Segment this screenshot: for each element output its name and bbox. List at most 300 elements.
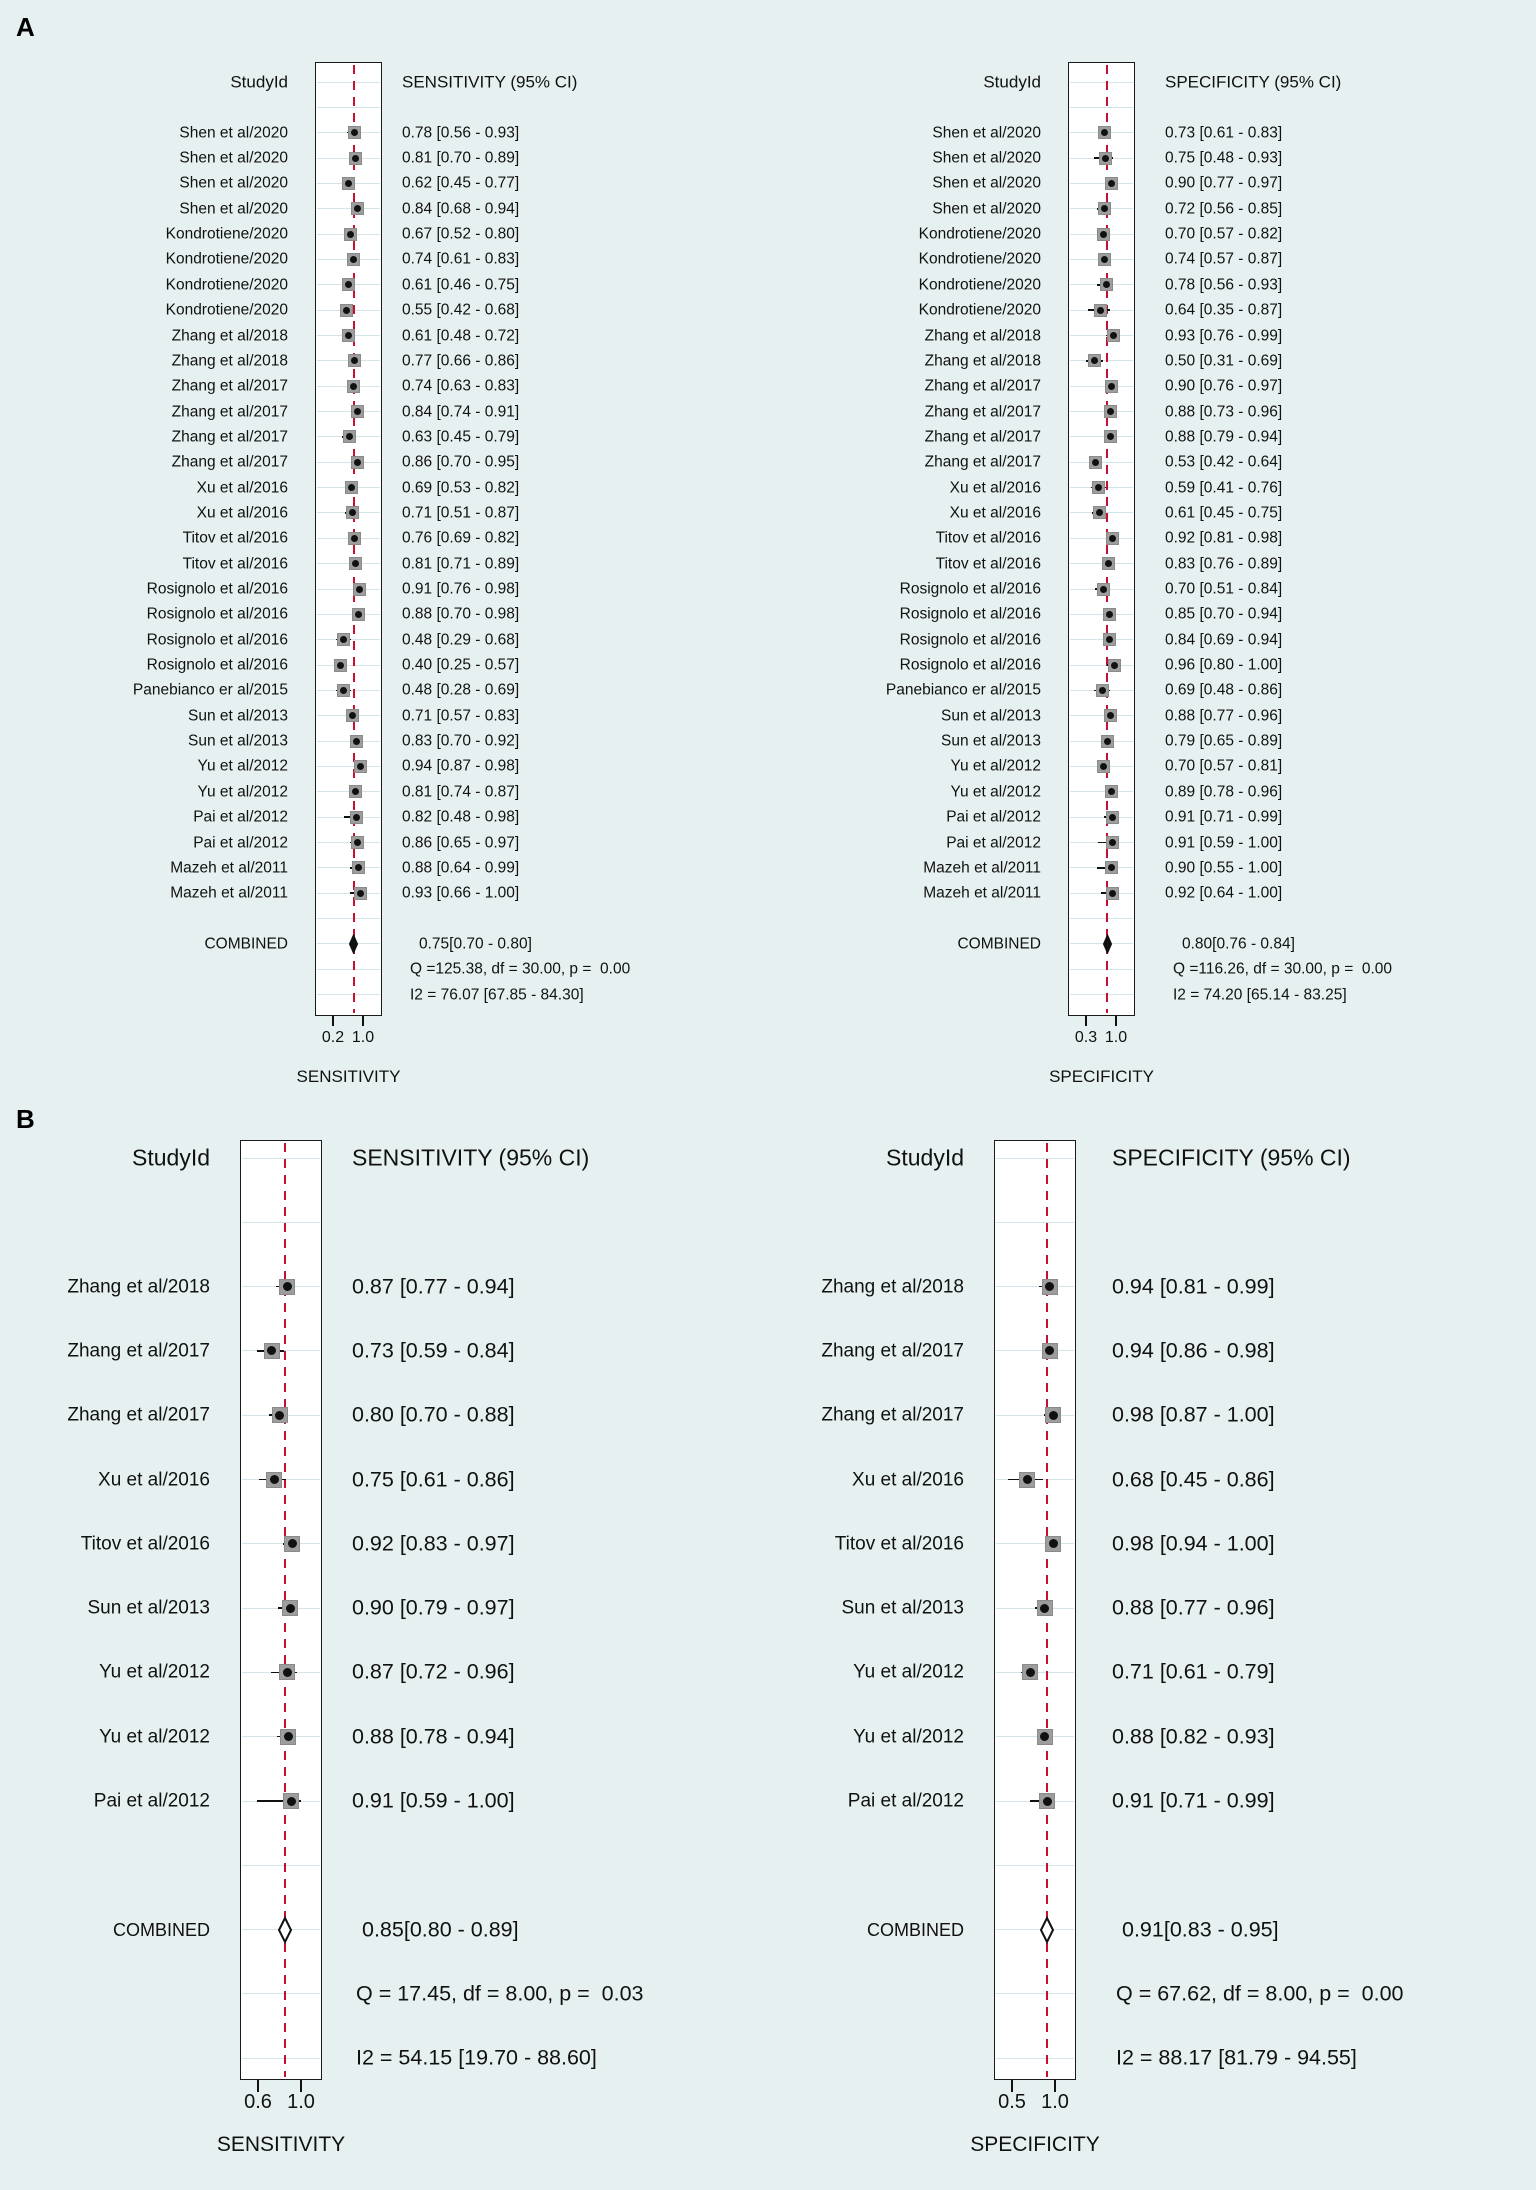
row-gridline (996, 1543, 1074, 1544)
axis-tick-label: 1.0 (1104, 1029, 1128, 1046)
combined-diamond (348, 934, 359, 954)
row-gridline (317, 411, 380, 412)
study-value: 0.88 [0.70 - 0.98] (402, 605, 520, 623)
study-value: 0.92 [0.81 - 0.98] (1165, 529, 1283, 547)
estimate-dot (354, 408, 361, 415)
column-header-studyid: StudyId (983, 72, 1041, 92)
study-label: Sun et al/2013 (841, 1597, 964, 1619)
study-value: 0.90 [0.77 - 0.97] (1165, 174, 1283, 192)
study-label: Titov et al/2016 (834, 1533, 964, 1555)
study-value: 0.75 [0.48 - 0.93] (1165, 149, 1283, 167)
row-gridline (242, 2058, 320, 2059)
estimate-dot (1095, 484, 1102, 491)
row-gridline (1070, 791, 1133, 792)
estimate-dot (1026, 1668, 1035, 1677)
estimate-dot (283, 1668, 292, 1677)
estimate-dot (340, 687, 347, 694)
study-value: 0.80 [0.70 - 0.88] (352, 1402, 515, 1427)
row-gridline (317, 665, 380, 666)
estimate-dot (1108, 383, 1115, 390)
study-label: Yu et al/2012 (197, 757, 288, 775)
column-header-title: SENSITIVITY (95% CI) (352, 1144, 590, 1171)
study-value: 0.98 [0.94 - 1.00] (1112, 1531, 1275, 1556)
study-value: 0.70 [0.57 - 0.82] (1165, 225, 1283, 243)
study-label: Kondrotiene/2020 (918, 301, 1041, 319)
study-label: Kondrotiene/2020 (165, 301, 288, 319)
stat-line: I2 = 74.20 [65.14 - 83.25] (1173, 985, 1347, 1003)
row-gridline (1070, 335, 1133, 336)
column-header-studyid: StudyId (132, 1144, 210, 1171)
combined-diamond (1102, 934, 1113, 954)
study-value: 0.63 [0.45 - 0.79] (402, 428, 520, 446)
estimate-dot (353, 738, 360, 745)
study-value: 0.90 [0.76 - 0.97] (1165, 377, 1283, 395)
study-value: 0.83 [0.70 - 0.92] (402, 732, 520, 750)
study-label: Mazeh et al/2011 (923, 884, 1041, 902)
study-label: Zhang et al/2017 (924, 428, 1041, 446)
study-value: 0.94 [0.87 - 0.98] (402, 757, 520, 775)
axis-label: SPECIFICITY (1049, 1067, 1154, 1086)
row-gridline (996, 2058, 1074, 2059)
row-gridline (996, 1286, 1074, 1287)
study-label: Zhang et al/2017 (821, 1340, 964, 1362)
study-value: 0.73 [0.61 - 0.83] (1165, 123, 1283, 141)
estimate-dot (283, 1282, 292, 1291)
axis-tick (332, 1016, 334, 1026)
study-label: Yu et al/2012 (99, 1726, 210, 1748)
estimate-dot (350, 383, 357, 390)
estimate-dot (1023, 1475, 1032, 1484)
axis-tick-label: 0.2 (321, 1029, 345, 1046)
study-value: 0.84 [0.68 - 0.94] (402, 200, 520, 217)
study-value: 0.40 [0.25 - 0.57] (402, 656, 520, 674)
estimate-dot (347, 231, 354, 238)
study-value: 0.61 [0.45 - 0.75] (1165, 504, 1283, 522)
study-value: 0.90 [0.79 - 0.97] (352, 1595, 515, 1620)
study-value: 0.86 [0.65 - 0.97] (402, 833, 520, 851)
estimate-dot (1111, 662, 1118, 669)
row-gridline (1070, 436, 1133, 437)
column-header-studyid: StudyId (886, 1144, 964, 1171)
row-gridline (242, 1158, 320, 1159)
row-gridline (242, 1993, 320, 1994)
study-value: 0.71 [0.51 - 0.87] (402, 504, 520, 522)
row-gridline (996, 1993, 1074, 1994)
estimate-dot (1049, 1411, 1058, 1420)
stat-line: Q = 17.45, df = 8.00, p = 0.03 (356, 1981, 644, 2006)
study-value: 0.86 [0.70 - 0.95] (402, 453, 520, 471)
row-gridline (317, 867, 380, 868)
stat-line: I2 = 88.17 [81.79 - 94.55] (1116, 2045, 1357, 2070)
row-gridline (996, 1736, 1074, 1737)
row-gridline (317, 614, 380, 615)
row-gridline (242, 1543, 320, 1544)
estimate-dot (354, 205, 361, 212)
estimate-dot (337, 662, 344, 669)
study-label: Panebianco er al/2015 (885, 681, 1041, 699)
row-gridline (1070, 817, 1133, 818)
study-value: 0.91 [0.71 - 0.99] (1112, 1788, 1275, 1813)
study-label: Yu et al/2012 (853, 1726, 964, 1748)
study-value: 0.53 [0.42 - 0.64] (1165, 453, 1283, 471)
study-label: Shen et al/2020 (179, 123, 288, 141)
row-gridline (1070, 386, 1133, 387)
study-label: Rosignolo et al/2016 (899, 580, 1041, 598)
study-value: 0.89 [0.78 - 0.96] (1165, 783, 1283, 801)
combined-label: COMBINED (957, 935, 1041, 953)
study-value: 0.84 [0.69 - 0.94] (1165, 630, 1283, 648)
study-value: 0.92 [0.64 - 1.00] (1165, 884, 1283, 902)
study-label: Zhang et al/2018 (171, 352, 288, 370)
estimate-dot (1100, 586, 1107, 593)
estimate-dot (343, 307, 350, 314)
row-gridline (242, 1222, 320, 1223)
row-gridline (1070, 107, 1133, 108)
study-value: 0.78 [0.56 - 0.93] (402, 123, 520, 141)
study-label: Shen et al/2020 (932, 174, 1041, 192)
axis-tick (362, 1016, 364, 1026)
combined-diamond (277, 1916, 293, 1944)
study-label: Sun et al/2013 (188, 732, 288, 750)
estimate-dot (1109, 535, 1116, 542)
study-label: Yu et al/2012 (197, 783, 288, 801)
combined-value: 0.85[0.80 - 0.89] (362, 1916, 519, 1941)
study-value: 0.88 [0.73 - 0.96] (1165, 402, 1283, 420)
study-value: 0.93 [0.76 - 0.99] (1165, 326, 1283, 344)
study-label: Shen et al/2020 (179, 174, 288, 192)
study-value: 0.70 [0.57 - 0.81] (1165, 757, 1283, 775)
combined-value: 0.80[0.76 - 0.84] (1182, 935, 1295, 953)
row-gridline (1070, 994, 1133, 995)
study-value: 0.81 [0.71 - 0.89] (402, 554, 520, 572)
row-gridline (1070, 614, 1133, 615)
study-value: 0.76 [0.69 - 0.82] (402, 529, 520, 547)
estimate-dot (350, 256, 357, 263)
estimate-dot (270, 1475, 279, 1484)
study-value: 0.77 [0.66 - 0.86] (402, 352, 520, 370)
study-label: Zhang et al/2017 (924, 453, 1041, 471)
study-label: Shen et al/2020 (932, 123, 1041, 141)
study-label: Yu et al/2012 (950, 783, 1041, 801)
study-value: 0.48 [0.29 - 0.68] (402, 630, 520, 648)
row-gridline (996, 1158, 1074, 1159)
estimate-dot (287, 1797, 296, 1806)
study-label: Pai et al/2012 (193, 833, 288, 851)
study-label: Zhang et al/2017 (171, 428, 288, 446)
study-value: 0.72 [0.56 - 0.85] (1165, 200, 1283, 217)
estimate-dot (275, 1411, 284, 1420)
study-label: Rosignolo et al/2016 (146, 580, 288, 598)
row-gridline (996, 1929, 1074, 1930)
study-label: Rosignolo et al/2016 (146, 656, 288, 674)
study-value: 0.88 [0.82 - 0.93] (1112, 1723, 1275, 1748)
estimate-dot (356, 586, 363, 593)
estimate-dot (1106, 611, 1113, 618)
estimate-dot (1040, 1604, 1049, 1613)
axis-tick-label: 0.3 (1074, 1029, 1098, 1046)
study-value: 0.59 [0.41 - 0.76] (1165, 478, 1283, 496)
study-label: Kondrotiene/2020 (165, 225, 288, 243)
study-label: Titov et al/2016 (935, 529, 1041, 547)
study-label: Zhang et al/2017 (924, 377, 1041, 395)
study-label: Shen et al/2020 (179, 200, 288, 217)
column-header-title: SPECIFICITY (95% CI) (1112, 1144, 1351, 1171)
study-value: 0.74 [0.61 - 0.83] (402, 250, 520, 268)
study-value: 0.61 [0.46 - 0.75] (402, 276, 520, 294)
study-label: Zhang et al/2017 (171, 453, 288, 471)
row-gridline (317, 462, 380, 463)
study-label: Yu et al/2012 (99, 1661, 210, 1683)
study-label: Yu et al/2012 (950, 757, 1041, 775)
study-label: Shen et al/2020 (179, 149, 288, 167)
row-gridline (1070, 82, 1133, 83)
study-value: 0.84 [0.74 - 0.91] (402, 402, 520, 420)
study-label: Rosignolo et al/2016 (146, 605, 288, 623)
study-value: 0.98 [0.87 - 1.00] (1112, 1402, 1275, 1427)
study-label: Sun et al/2013 (87, 1597, 210, 1619)
study-label: Pai et al/2012 (847, 1790, 964, 1812)
column-header-studyid: StudyId (230, 72, 288, 92)
study-label: Xu et al/2016 (196, 478, 288, 496)
study-value: 0.71 [0.61 - 0.79] (1112, 1659, 1275, 1684)
study-value: 0.75 [0.61 - 0.86] (352, 1466, 515, 1491)
estimate-dot (345, 332, 352, 339)
study-label: Kondrotiene/2020 (165, 276, 288, 294)
study-label: Zhang et al/2017 (171, 377, 288, 395)
row-gridline (317, 741, 380, 742)
study-value: 0.88 [0.79 - 0.94] (1165, 428, 1283, 446)
estimate-dot (1097, 307, 1104, 314)
study-label: Kondrotiene/2020 (918, 276, 1041, 294)
estimate-dot (1100, 231, 1107, 238)
study-label: Yu et al/2012 (853, 1661, 964, 1683)
study-value: 0.50 [0.31 - 0.69] (1165, 352, 1283, 370)
study-label: Mazeh et al/2011 (923, 859, 1041, 877)
row-gridline (317, 969, 380, 970)
study-label: Rosignolo et al/2016 (899, 630, 1041, 648)
study-label: Titov et al/2016 (935, 554, 1041, 572)
estimate-dot (349, 712, 356, 719)
study-value: 0.74 [0.57 - 0.87] (1165, 250, 1283, 268)
study-label: Zhang et al/2018 (924, 352, 1041, 370)
axis-tick (1085, 1016, 1087, 1026)
study-value: 0.62 [0.45 - 0.77] (402, 174, 520, 192)
combined-label: COMBINED (112, 1919, 210, 1940)
study-label: Rosignolo et al/2016 (899, 605, 1041, 623)
study-label: Zhang et al/2017 (171, 402, 288, 420)
study-value: 0.88 [0.77 - 0.96] (1112, 1595, 1275, 1620)
study-label: Zhang et al/2018 (171, 326, 288, 344)
study-label: Mazeh et al/2011 (170, 884, 288, 902)
study-value: 0.70 [0.51 - 0.84] (1165, 580, 1283, 598)
study-value: 0.48 [0.28 - 0.69] (402, 681, 520, 699)
row-gridline (1070, 411, 1133, 412)
stat-line: I2 = 76.07 [67.85 - 84.30] (410, 985, 584, 1003)
estimate-dot (1109, 890, 1116, 897)
stat-line: I2 = 54.15 [19.70 - 88.60] (356, 2045, 597, 2070)
study-value: 0.94 [0.81 - 0.99] (1112, 1273, 1275, 1298)
axis-label: SENSITIVITY (216, 2133, 346, 2156)
study-label: Shen et al/2020 (932, 149, 1041, 167)
estimate-dot (351, 535, 358, 542)
study-value: 0.71 [0.57 - 0.83] (402, 707, 520, 724)
study-value: 0.61 [0.48 - 0.72] (402, 326, 520, 344)
estimate-dot (1104, 738, 1111, 745)
study-label: Pai et al/2012 (946, 833, 1041, 851)
study-value: 0.91 [0.76 - 0.98] (402, 580, 520, 598)
stat-line: Q =116.26, df = 30.00, p = 0.00 (1173, 960, 1393, 978)
study-label: Kondrotiene/2020 (918, 225, 1041, 243)
row-gridline (317, 893, 380, 894)
study-value: 0.78 [0.56 - 0.93] (1165, 276, 1283, 294)
study-value: 0.73 [0.59 - 0.84] (352, 1338, 515, 1363)
row-gridline (317, 107, 380, 108)
combined-label: COMBINED (866, 1919, 964, 1940)
study-label: Xu et al/2016 (196, 504, 288, 522)
study-label: Pai et al/2012 (93, 1790, 210, 1812)
study-label: Xu et al/2016 (852, 1469, 964, 1490)
row-gridline (317, 842, 380, 843)
study-label: Titov et al/2016 (182, 529, 288, 547)
study-value: 0.79 [0.65 - 0.89] (1165, 732, 1283, 750)
plot-strip (994, 1140, 1076, 2080)
study-value: 0.88 [0.64 - 0.99] (402, 859, 520, 877)
estimate-dot (353, 814, 360, 821)
study-value: 0.91 [0.59 - 1.00] (1165, 833, 1283, 851)
axis-tick-label: 1.0 (351, 1029, 375, 1046)
study-label: Panebianco er al/2015 (132, 681, 288, 699)
study-value: 0.88 [0.78 - 0.94] (352, 1723, 515, 1748)
row-gridline (1070, 538, 1133, 539)
study-value: 0.74 [0.63 - 0.83] (402, 377, 520, 395)
estimate-dot (286, 1604, 295, 1613)
estimate-dot (1102, 155, 1109, 162)
axis-tick-label: 0.5 (998, 2091, 1026, 2113)
study-label: Rosignolo et al/2016 (146, 630, 288, 648)
estimate-dot (1110, 332, 1117, 339)
axis-label: SPECIFICITY (970, 2133, 1100, 2156)
study-value: 0.55 [0.42 - 0.68] (402, 301, 520, 319)
study-label: Titov et al/2016 (182, 554, 288, 572)
stat-line: Q = 67.62, df = 8.00, p = 0.00 (1116, 1981, 1404, 2006)
study-value: 0.92 [0.83 - 0.97] (352, 1531, 515, 1556)
row-gridline (317, 208, 380, 209)
study-value: 0.90 [0.55 - 1.00] (1165, 859, 1283, 877)
study-label: Kondrotiene/2020 (918, 250, 1041, 268)
study-value: 0.91 [0.59 - 1.00] (352, 1788, 515, 1813)
estimate-dot (1043, 1797, 1052, 1806)
study-label: Xu et al/2016 (98, 1469, 210, 1490)
study-label: Mazeh et al/2011 (170, 859, 288, 877)
study-label: Xu et al/2016 (949, 504, 1041, 522)
column-header-title: SPECIFICITY (95% CI) (1165, 72, 1342, 92)
estimate-dot (354, 459, 361, 466)
estimate-dot (1109, 839, 1116, 846)
estimate-dot (284, 1732, 293, 1741)
row-gridline (317, 994, 380, 995)
study-label: Kondrotiene/2020 (165, 250, 288, 268)
study-label: Zhang et al/2018 (67, 1276, 210, 1298)
study-label: Zhang et al/2017 (67, 1404, 210, 1426)
estimate-dot (1101, 205, 1108, 212)
estimate-dot (352, 155, 359, 162)
study-label: Zhang et al/2017 (924, 402, 1041, 420)
study-label: Sun et al/2013 (941, 732, 1041, 750)
study-label: Shen et al/2020 (932, 200, 1041, 217)
study-value: 0.64 [0.35 - 0.87] (1165, 301, 1283, 319)
panel-b-label: B (16, 1104, 35, 1134)
row-gridline (1070, 665, 1133, 666)
row-gridline (1070, 969, 1133, 970)
study-value: 0.67 [0.52 - 0.80] (402, 225, 520, 243)
study-label: Xu et al/2016 (949, 478, 1041, 496)
row-gridline (242, 1865, 320, 1866)
estimate-dot (1109, 814, 1116, 821)
estimate-dot (348, 484, 355, 491)
study-value: 0.81 [0.70 - 0.89] (402, 149, 520, 167)
study-label: Sun et al/2013 (941, 707, 1041, 724)
study-value: 0.88 [0.77 - 0.96] (1165, 707, 1283, 724)
axis-tick (1115, 1016, 1117, 1026)
axis-tick-label: 1.0 (1041, 2091, 1069, 2113)
column-header-title: SENSITIVITY (95% CI) (402, 72, 578, 92)
row-gridline (1070, 715, 1133, 716)
row-gridline (317, 918, 380, 919)
study-label: Sun et al/2013 (188, 707, 288, 724)
combined-diamond (1039, 1916, 1055, 1944)
axis-tick-label: 0.6 (244, 2091, 272, 2113)
study-label: Zhang et al/2018 (821, 1276, 964, 1298)
study-value: 0.87 [0.77 - 0.94] (352, 1273, 515, 1298)
study-value: 0.69 [0.53 - 0.82] (402, 478, 520, 496)
estimate-dot (1106, 636, 1113, 643)
study-value: 0.82 [0.48 - 0.98] (402, 808, 520, 826)
study-label: Pai et al/2012 (193, 808, 288, 826)
study-label: Zhang et al/2018 (924, 326, 1041, 344)
estimate-dot (355, 611, 362, 618)
row-gridline (996, 1222, 1074, 1223)
stat-line: Q =125.38, df = 30.00, p = 0.00 (410, 960, 631, 978)
row-gridline (317, 589, 380, 590)
study-label: Zhang et al/2017 (821, 1404, 964, 1426)
panel-a-label: A (16, 12, 35, 42)
combined-label: COMBINED (204, 935, 288, 953)
study-value: 0.96 [0.80 - 1.00] (1165, 656, 1283, 674)
study-value: 0.81 [0.74 - 0.87] (402, 783, 520, 801)
study-value: 0.83 [0.76 - 0.89] (1165, 554, 1283, 572)
study-value: 0.85 [0.70 - 0.94] (1165, 605, 1283, 623)
estimate-dot (357, 890, 364, 897)
study-label: Pai et al/2012 (946, 808, 1041, 826)
row-gridline (317, 82, 380, 83)
study-value: 0.68 [0.45 - 0.86] (1112, 1466, 1275, 1491)
row-gridline (1070, 918, 1133, 919)
study-value: 0.94 [0.86 - 0.98] (1112, 1338, 1275, 1363)
estimate-dot (1100, 763, 1107, 770)
study-value: 0.91 [0.71 - 0.99] (1165, 808, 1283, 826)
study-value: 0.69 [0.48 - 0.86] (1165, 681, 1283, 699)
axis-label: SENSITIVITY (296, 1067, 401, 1086)
row-gridline (1070, 639, 1133, 640)
row-gridline (996, 1415, 1074, 1416)
study-label: Rosignolo et al/2016 (899, 656, 1041, 674)
axis-tick-label: 1.0 (287, 2091, 315, 2113)
row-gridline (996, 1865, 1074, 1866)
combined-value: 0.91[0.83 - 0.95] (1122, 1916, 1279, 1941)
combined-value: 0.75[0.70 - 0.80] (419, 935, 532, 953)
row-gridline (996, 1350, 1074, 1351)
row-gridline (1070, 183, 1133, 184)
